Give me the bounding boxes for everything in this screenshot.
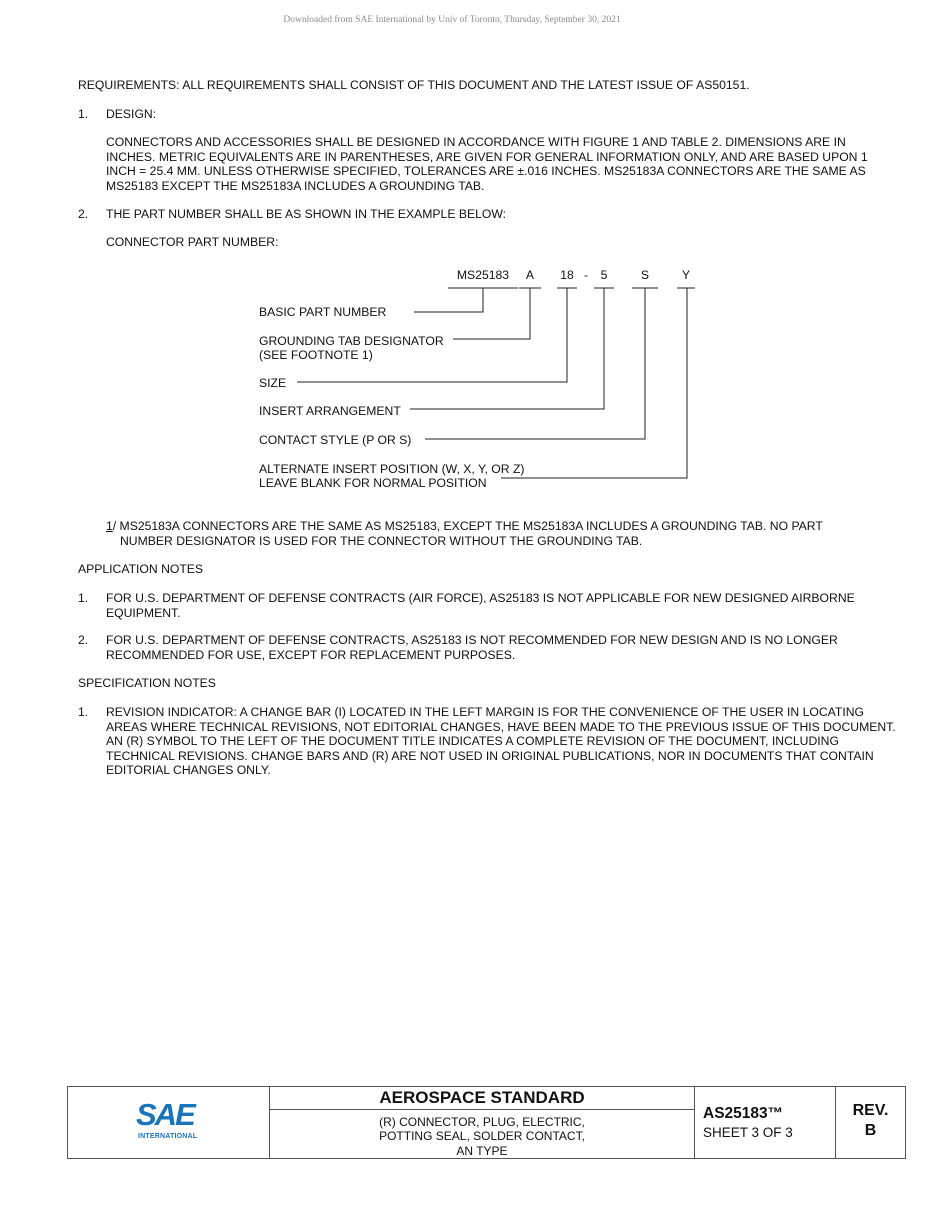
part-number-leader-lines bbox=[0, 0, 950, 500]
logo-cell bbox=[68, 1087, 270, 1158]
document-number: AS25183™ bbox=[703, 1105, 784, 1122]
pn-segment-size: 18 bbox=[560, 268, 574, 282]
title-line-2: POTTING SEAL, SOLDER CONTACT, bbox=[379, 1129, 585, 1144]
footnote-text-1: / MS25183A CONNECTORS ARE THE SAME AS MS25183, EXCEPT THE MS25183A INCLUDES A GROUNDING TAB. NO PART bbox=[112, 519, 823, 533]
label-alternate-insert: ALTERNATE INSERT POSITION (W, X, Y, OR Z) bbox=[259, 462, 525, 476]
revision-value: B bbox=[864, 1122, 877, 1139]
title-line-1: (R) CONNECTOR, PLUG, ELECTRIC, bbox=[379, 1115, 585, 1129]
part-number-number: 2. bbox=[78, 207, 89, 221]
document-title bbox=[270, 1115, 694, 1158]
application-note-1-number: 1. bbox=[78, 591, 89, 605]
pn-segment-contact: S bbox=[640, 268, 650, 282]
application-note-1: FOR U.S. DEPARTMENT OF DEFENSE CONTRACTS (AIR FORCE), AS25183 IS NOT APPLICABLE FOR NEW DESIGNED AIRBORNE EQUIPMENT. bbox=[106, 591, 855, 620]
application-note-2-number: 2. bbox=[78, 633, 89, 647]
pn-segment-insert: 5 bbox=[600, 268, 608, 282]
specification-note-1: REVISION INDICATOR: A CHANGE BAR (I) LOCATED IN THE LEFT MARGIN IS FOR THE CONVENIENCE OF THE USER IN LOCATING AREAS WHERE TECHNICAL REVISIONS, NOT EDITORIAL CHANGES, HAVE BEEN MADE TO THE PREVIOUS ISSUE OF THIS DOCUMENT. AN (R) SYMBOL TO THE LEFT OF THE DOCUMENT TITLE INDICATES A COMPLETE REVISION OF THE DOCUMENT, INCLUDING TECHNICAL REVISIONS. CHANGE BARS AND (R) ARE NOT USED IN ORIGINAL PUBLICATIONS, NOR IN DOCUMENTS THAT CONTAIN EDITORIAL CHANGES ONLY. bbox=[106, 705, 896, 778]
label-grounding-footnote: (SEE FOOTNOTE 1) bbox=[259, 348, 373, 362]
application-note-2: FOR U.S. DEPARTMENT OF DEFENSE CONTRACTS, AS25183 IS NOT RECOMMENDED FOR NEW DESIGN AND IS NO LONGER RECOMMENDED FOR USE, EXCEPT FOR REPLACEMENT PURPOSES. bbox=[106, 633, 838, 662]
design-number: 1. bbox=[78, 107, 89, 121]
pn-segment-alt: Y bbox=[681, 268, 691, 282]
requirements-statement: REQUIREMENTS: ALL REQUIREMENTS SHALL CONSIST OF THIS DOCUMENT AND THE LATEST ISSUE OF AS50151. bbox=[78, 78, 750, 92]
standard-heading: AEROSPACE STANDARD bbox=[270, 1087, 694, 1110]
label-grounding-tab: GROUNDING TAB DESIGNATOR bbox=[259, 334, 444, 348]
pn-segment-ground: A bbox=[525, 268, 535, 282]
revision-cell bbox=[836, 1087, 905, 1158]
application-notes-heading: APPLICATION NOTES bbox=[78, 562, 204, 576]
footnote-line-1 bbox=[106, 519, 823, 534]
part-number-heading: THE PART NUMBER SHALL BE AS SHOWN IN THE EXAMPLE BELOW: bbox=[106, 207, 507, 221]
label-leave-blank: LEAVE BLANK FOR NORMAL POSITION bbox=[259, 476, 487, 490]
download-notice: Downloaded from SAE International by Univ of Toronto, Thursday, September 30, 2021 bbox=[283, 15, 621, 25]
leader-contact bbox=[425, 288, 645, 439]
leader-ground bbox=[453, 288, 530, 339]
design-body: CONNECTORS AND ACCESSORIES SHALL BE DESIGNED IN ACCORDANCE WITH FIGURE 1 AND TABLE 2. DIMENSIONS ARE IN INCHES. METRIC EQUIVALENTS ARE IN PARENTHESES, ARE GIVEN FOR GENERAL INFORMATION ONLY, AND ARE BASED UPON 1 INCH = 25.4 MM. UNLESS OTHERWISE SPECIFIED, TOLERANCES ARE ±.016 INCHES. MS25183A CONNECTORS ARE THE SAME AS MS25183 EXCEPT THE MS25183A INCLUDES A GROUNDING TAB. bbox=[106, 135, 868, 193]
label-basic-part-number: BASIC PART NUMBER bbox=[259, 305, 387, 319]
pn-segment-basic: MS25183 bbox=[456, 268, 510, 282]
title-line-3: AN TYPE bbox=[456, 1143, 508, 1158]
specification-notes-heading: SPECIFICATION NOTES bbox=[78, 676, 216, 690]
sheet-number: SHEET 3 OF 3 bbox=[703, 1125, 793, 1140]
pn-segment-dash: - bbox=[583, 268, 589, 282]
title-block bbox=[67, 1086, 906, 1159]
label-insert-arrangement: INSERT ARRANGEMENT bbox=[259, 404, 401, 418]
title-cell bbox=[270, 1087, 695, 1158]
sae-logo-subtext: INTERNATIONAL bbox=[138, 1133, 198, 1140]
label-size: SIZE bbox=[259, 376, 287, 390]
connector-part-number-heading: CONNECTOR PART NUMBER: bbox=[106, 235, 279, 249]
specification-note-1-number: 1. bbox=[78, 705, 89, 719]
footnote-marker: 1 bbox=[106, 519, 113, 533]
sae-logo-icon: SAE bbox=[136, 1097, 194, 1132]
design-heading: DESIGN: bbox=[106, 107, 157, 121]
document-number-cell bbox=[695, 1087, 836, 1158]
leader-basic bbox=[414, 288, 483, 312]
leader-alt bbox=[501, 288, 687, 478]
footnote-line-2: NUMBER DESIGNATOR IS USED FOR THE CONNECTOR WITHOUT THE GROUNDING TAB. bbox=[120, 534, 643, 548]
revision-label: REV. bbox=[852, 1102, 889, 1119]
label-contact-style: CONTACT STYLE (P OR S) bbox=[259, 433, 412, 447]
